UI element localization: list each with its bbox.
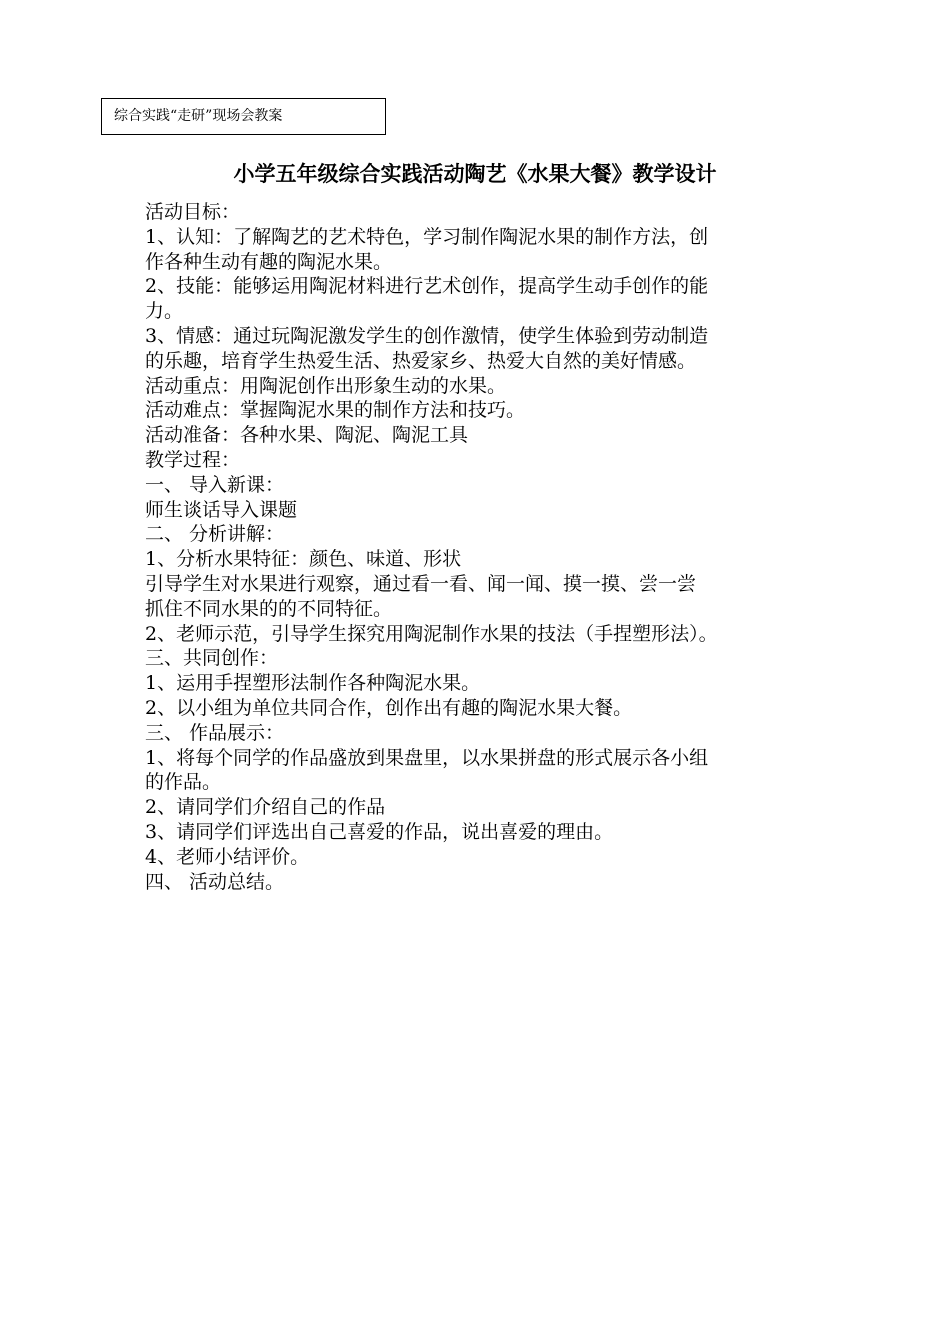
body-line: 一、 导入新课：	[145, 473, 285, 496]
body-line: 活动难点：掌握陶泥水果的制作方法和技巧。	[145, 399, 526, 422]
body-line: 作各种生动有趣的陶泥水果。	[145, 250, 393, 273]
body-line: 活动重点：用陶泥创作出形象生动的水果。	[145, 374, 507, 397]
body-line: 活动准备：各种水果、陶泥、陶泥工具	[145, 424, 469, 447]
document-title: 小学五年级综合实践活动陶艺《水果大餐》教学设计	[233, 162, 717, 186]
body-line: 2、老师示范，引导学生探究用陶泥制作水果的技法（手捏塑形法）。	[145, 622, 718, 645]
body-line: 四、 活动总结。	[145, 870, 285, 893]
body-line: 力。	[145, 300, 184, 323]
body-line: 的乐趣，培育学生热爱生活、热爱家乡、热爱大自然的美好情感。	[145, 349, 697, 372]
body-line: 二、 分析讲解：	[145, 523, 285, 546]
body-line: 活动目标：	[145, 201, 241, 223]
body-line: 三、 作品展示：	[145, 721, 285, 744]
header-label-box: 综合实践“走研”现场会教案	[101, 98, 386, 135]
body-line: 2、以小组为单位共同合作，创作出有趣的陶泥水果大餐。	[145, 696, 633, 719]
body-line: 教学过程：	[145, 448, 241, 471]
body-line: 1、分析水果特征：颜色、味道、形状	[145, 548, 462, 571]
body-line: 4、老师小结评价。	[145, 845, 310, 868]
body-line: 师生谈话导入课题	[145, 498, 298, 521]
body-line: 3、情感：通过玩陶泥激发学生的创作激情，使学生体验到劳动制造	[145, 324, 709, 347]
body-line: 2、请同学们介绍自己的作品	[145, 796, 386, 819]
body-line: 3、请同学们评选出自己喜爱的作品，说出喜爱的理由。	[145, 820, 614, 843]
body-line: 2、技能：能够运用陶泥材料进行艺术创作，提高学生动手创作的能	[145, 275, 709, 298]
body-line: 三、共同创作：	[145, 647, 279, 670]
body-line: 引导学生对水果进行观察，通过看一看、闻一闻、摸一摸、尝一尝	[145, 572, 697, 595]
body-line: 1、认知：了解陶艺的艺术特色，学习制作陶泥水果的制作方法，创	[145, 225, 709, 248]
body-line: 1、运用手捏塑形法制作各种陶泥水果。	[145, 672, 481, 695]
body-line: 抓住不同水果的的不同特征。	[145, 597, 393, 620]
body-line: 1、将每个同学的作品盛放到果盘里，以水果拼盘的形式展示各小组	[145, 746, 709, 769]
document-body	[145, 200, 925, 894]
body-line: 的作品。	[145, 771, 222, 794]
